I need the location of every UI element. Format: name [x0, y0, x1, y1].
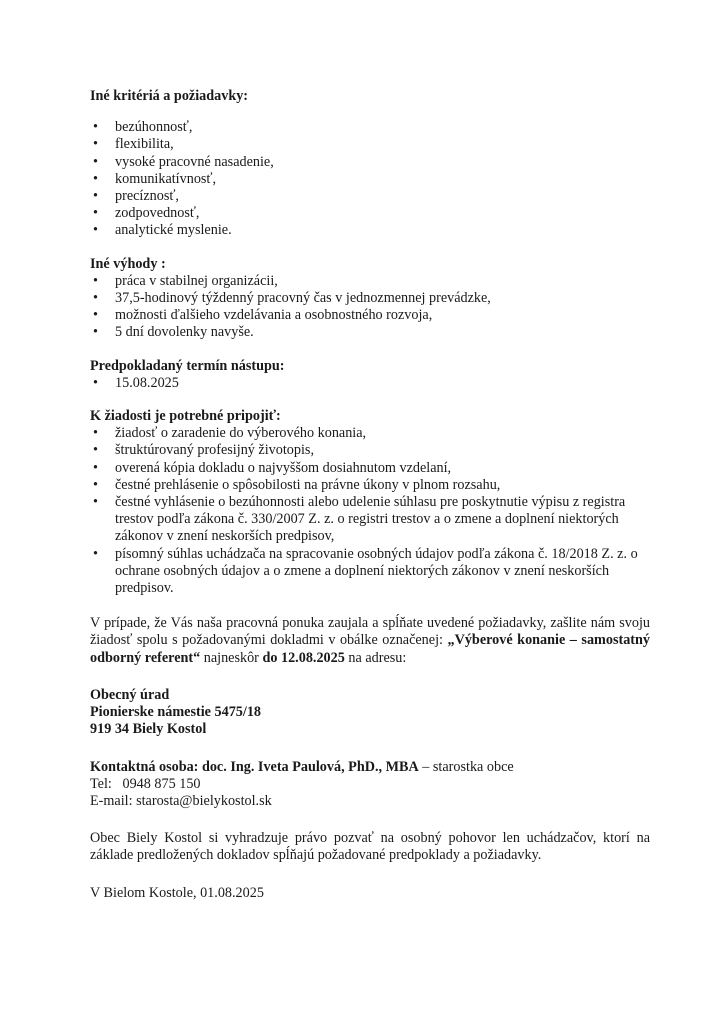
list-item: • štruktúrovaný profesijný životopis, — [93, 442, 314, 459]
envelope-label: „Výberové konanie – samostatný odborný referent“ — [90, 632, 651, 666]
address-street: Pionierske námestie 5475/18 — [90, 704, 262, 721]
contact-block — [90, 759, 650, 811]
criteria-list — [90, 119, 650, 239]
address-name: Obecný úrad — [90, 686, 170, 703]
reservation-paragraph: Obec Biely Kostol si vyhradzuje právo pozvať na osobný pohovor len uchádzačov, ktorí na základe predložených dokladov spĺňajú požadované predpoklady a požiadavky. — [90, 830, 650, 864]
list-item: • čestné prehlásenie o spôsobilosti na právne úkony v plnom rozsahu, — [93, 476, 501, 493]
contact-person: Kontaktná osoba: doc. Ing. Iveta Paulová, PhD., MBA – starostka obce — [90, 758, 514, 775]
list-item: • 15.08.2025 — [93, 374, 179, 391]
instructions-paragraph: V prípade, že Vás naša pracovná ponuka zaujala a spĺňate uvedené požiadavky, zašlite nám svoju žiadosť spolu s požadovanými dokladmi v obálke označenej: „Výberové konanie – samostatný odborný referent“ najneskôr do 12.08.2025 na adresu: — [90, 615, 651, 666]
attachments-heading: K žiadosti je potrebné pripojiť: — [90, 408, 281, 425]
list-item: • komunikatívnosť, — [93, 170, 217, 187]
benefits-section — [90, 256, 650, 342]
address-city: 919 34 Biely Kostol — [90, 721, 207, 738]
attachments-section — [90, 408, 650, 597]
list-item: • možnosti ďalšieho vzdelávania a osobnostného rozvoja, — [93, 307, 433, 324]
list-item: • flexibilita, — [93, 136, 174, 153]
contact-phone: Tel: 0948 875 150 — [90, 775, 201, 792]
deadline: do 12.08.2025 — [262, 649, 345, 666]
list-item: • overená kópia dokladu o najvyššom dosiahnutom vzdelaní, — [93, 459, 452, 476]
list-item: • bezúhonnosť, — [93, 119, 193, 136]
start-section — [90, 358, 650, 392]
attachments-list — [90, 425, 650, 597]
list-item: • vysoké pracovné nasadenie, — [93, 153, 274, 170]
benefits-list — [90, 273, 650, 342]
list-item: • čestné vyhlásenie o bezúhonnosti alebo udelenie súhlasu pre poskytnutie výpisu z registra trestov podľa zákona č. 330/2007 Z. z. o registri trestov a o zmene a doplnení niektorých zákonov v znení neskorších predpisov, — [93, 494, 626, 545]
list-item: • písomný súhlas uchádzača na spracovanie osobných údajov podľa zákona č. 18/2018 Z. z. o ochrane osobných údajov a o zmene a doplnení niektorých zákonov v znení neskorších predpisov. — [93, 545, 638, 597]
document-page — [90, 88, 650, 902]
criteria-heading: Iné kritériá a požiadavky: — [90, 88, 249, 104]
list-item: • 37,5-hodinový týždenný pracovný čas v jednozmennej prevádzke, — [93, 290, 491, 307]
criteria-section — [90, 88, 650, 240]
list-item: • žiadosť o zaradenie do výberového konania, — [93, 425, 367, 442]
place-date: V Bielom Kostole, 01.08.2025 — [90, 884, 264, 901]
start-list — [90, 375, 650, 392]
list-item: • precíznosť, — [93, 188, 179, 205]
list-item: • zodpovednosť, — [93, 205, 200, 222]
list-item: • 5 dní dovolenky navyše. — [93, 324, 254, 341]
start-heading: Predpokladaný termín nástupu: — [90, 357, 285, 374]
benefits-heading: Iné výhody : — [90, 255, 166, 272]
address-block — [90, 687, 650, 739]
list-item: • analytické myslenie. — [93, 222, 232, 239]
contact-email: E-mail: starosta@bielykostol.sk — [90, 792, 272, 809]
list-item: • práca v stabilnej organizácii, — [93, 272, 278, 289]
